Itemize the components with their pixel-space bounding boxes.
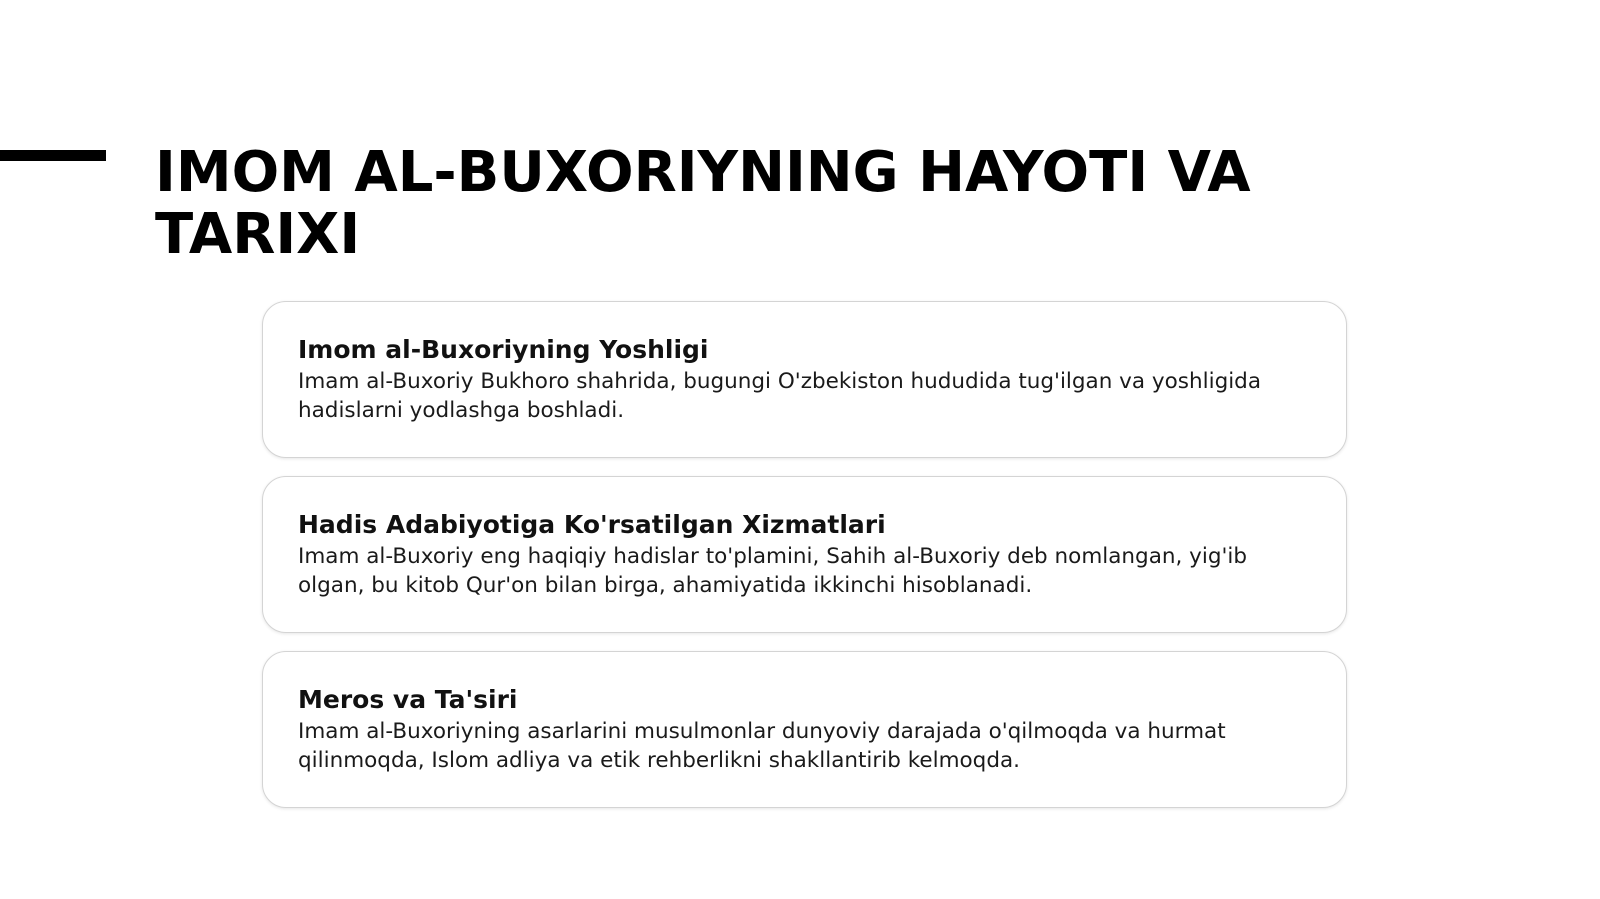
card-body: Imam al-Buxoriy Bukhoro shahrida, bugungi O'zbekiston hududida tug'ilgan va yoshligida hadislarni yodlashga boshladi. — [298, 369, 1262, 423]
title-accent-bar — [0, 150, 106, 161]
content-cards — [262, 301, 1347, 826]
card-body: Imam al-Buxoriyning asarlarini musulmonlar dunyoviy darajada o'qilmoqda va hurmat qilinmoqda, Islom adliya va etik rehberlikni shakllantirib kelmoqda. — [298, 719, 1226, 773]
card-legacy — [262, 651, 1347, 808]
card-heading: Hadis Adabiyotiga Ko'rsatilgan Xizmatlari — [298, 510, 886, 539]
card-body: Imam al-Buxoriy eng haqiqiy hadislar to'plamini, Sahih al-Buxoriy deb nomlangan, yig'ib olgan, bu kitob Qur'on bilan birga, ahamiyatida ikkinchi hisoblanadi. — [298, 544, 1248, 598]
card-youth — [262, 301, 1347, 458]
card-heading: Meros va Ta'siri — [298, 685, 518, 714]
card-heading: Imom al-Buxoriyning Yoshligi — [298, 335, 709, 364]
slide-title: IMOM AL-BUXORIYNING HAYOTI VA TARIXI — [155, 140, 1251, 267]
card-hadith-contributions — [262, 476, 1347, 633]
